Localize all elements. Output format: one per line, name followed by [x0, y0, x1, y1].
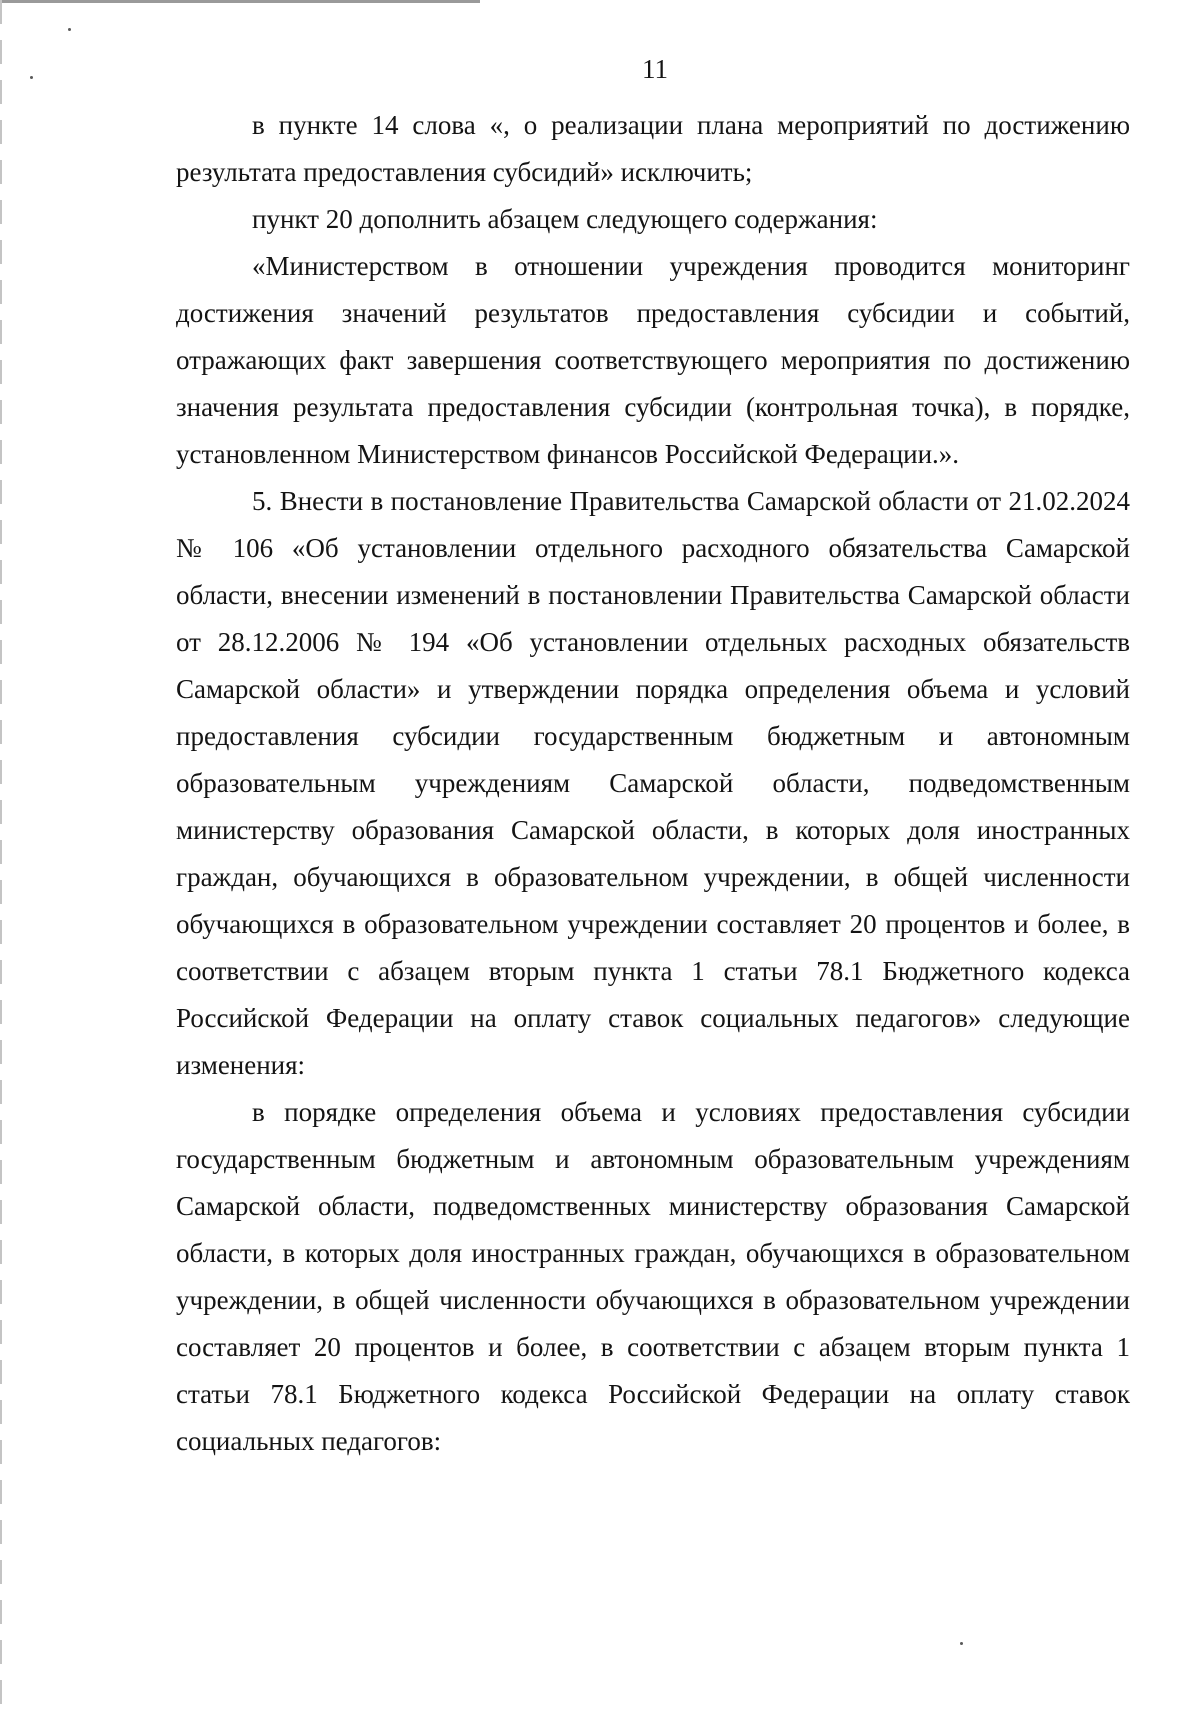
- scan-speck: [68, 28, 71, 31]
- paragraph: 5. Внести в постановление Правительства Самарской области от 21.02.2024 № 106 «Об установлении отдельного расходного обязательства Самарской области, внесении изменений в постановлении Правительства Самарской области от 28.12.2006 № 194 «Об установлении отдельных расходных обязательств Самарской области» и утверждении порядка определения объема и условий предоставления субсидии государственным бюджетным и автономным образовательным учреждениям Самарской области, подведомственным министерству образования Самарской области, в которых доля иностранных граждан, обучающихся в образовательном учреждении, в общей численности обучающихся в образовательном учреждении составляет 20 процентов и более, в соответствии с абзацем вторым пункта 1 статьи 78.1 Бюджетного кодекса Российской Федерации на оплату ставок социальных педагогов» следующие изменения:: [176, 486, 1130, 1080]
- scan-left-border: [0, 0, 2, 1715]
- page-number: 11: [642, 54, 668, 84]
- document-body: [176, 102, 1130, 1465]
- paragraph: в пункте 14 слова «, о реализации плана мероприятий по достижению результата предоставления субсидий» исключить;: [176, 110, 1130, 187]
- scan-speck: [960, 1642, 963, 1645]
- scan-top-border: [0, 0, 480, 3]
- paragraph: «Министерством в отношении учреждения проводится мониторинг достижения значений результатов предоставления субсидии и событий, отражающих факт завершения соответствующего мероприятия по достижению значения результата предоставления субсидии (контрольная точка), в порядке, установленном Министерством финансов Российской Федерации.».: [176, 251, 1130, 469]
- paragraph: в порядке определения объема и условиях предоставления субсидии государственным бюджетным и автономным образовательным учреждениям Самарской области, подведомственных министерству образования Самарской области, в которых доля иностранных граждан, обучающихся в образовательном учреждении, в общей численности обучающихся в образовательном учреждении составляет 20 процентов и более, в соответствии с абзацем вторым пункта 1 статьи 78.1 Бюджетного кодекса Российской Федерации на оплату ставок социальных педагогов:: [176, 1097, 1130, 1456]
- paragraph: пункт 20 дополнить абзацем следующего содержания:: [252, 204, 878, 234]
